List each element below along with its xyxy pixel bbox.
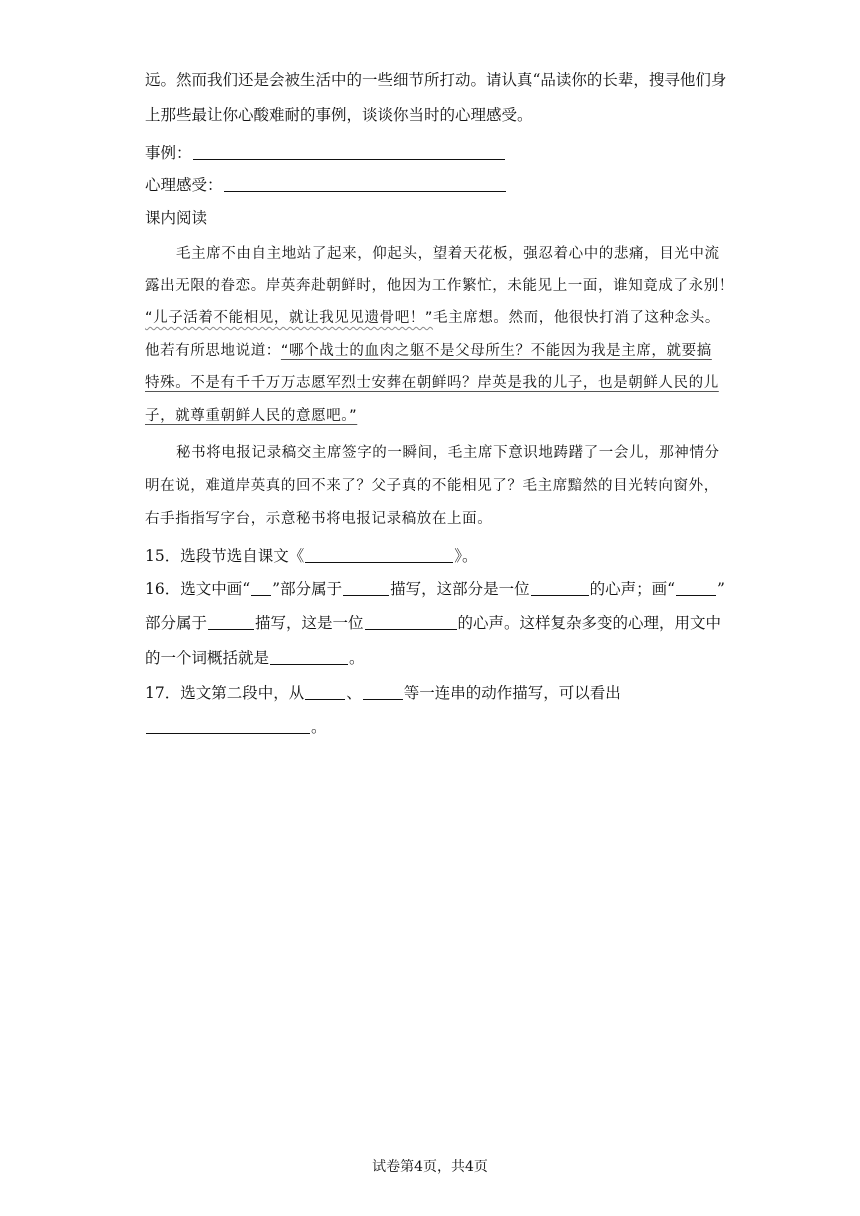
answer-blank[interactable]: [270, 663, 348, 665]
passage-text: 他若有所思地说道：: [145, 343, 281, 359]
example-label: 事例：: [145, 144, 192, 162]
passage-line: 毛主席不由自主地站了起来，仰起头，望着天花板，强忍着心中的悲痛，目光中流: [176, 246, 720, 262]
question-line: [145, 648, 725, 668]
section-title: 课内阅读: [145, 209, 208, 227]
passage-text: 毛主席想。然而，他很快打消了这种念头。: [433, 310, 720, 326]
question-text: 等一连串的动作描写，可以看出: [403, 684, 621, 702]
question-text: 描写，这部分是一位: [390, 580, 530, 598]
feeling-field: [145, 175, 725, 195]
example-answer-blank[interactable]: [193, 158, 505, 160]
question-text: ”: [717, 580, 725, 598]
feeling-label: 心理感受：: [145, 176, 223, 194]
answer-blank[interactable]: [676, 594, 716, 596]
passage-line: [145, 373, 725, 393]
passage-line: 明在说，难道岸英真的回不来了？父子真的不能相见了？毛主席黯然的目光转向窗外，: [145, 478, 719, 494]
answer-blank[interactable]: [146, 732, 310, 734]
answer-blank[interactable]: [531, 594, 589, 596]
answer-blank[interactable]: [363, 698, 403, 700]
question-text: ”部分属于: [272, 580, 343, 598]
passage-line: [145, 341, 725, 361]
wavy-underlined-text: “儿子活着不能相见，就让我见见遗骨吧！”: [145, 310, 434, 326]
straight-underlined-text: 子，就尊重朝鲜人民的意愿吧。”: [145, 408, 358, 424]
question-text: 》。: [454, 547, 478, 565]
answer-blank[interactable]: [343, 594, 389, 596]
example-field: [145, 143, 725, 163]
answer-blank[interactable]: [365, 628, 457, 630]
question-text: 、: [346, 684, 362, 702]
passage-line: 秘书将电报记录稿交主席签字的一瞬间，毛主席下意识地踌躇了一会儿，那神情分: [176, 445, 720, 461]
question-text: 的心声。这样复杂多变的心理，用文中: [457, 614, 722, 632]
straight-underlined-text: “哪个战士的血肉之躯不是父母所生？不能因为我是主席，就要搞: [280, 343, 712, 359]
passage-line: 露出无限的眷恋。岸英奔赴朝鲜时，他因为工作繁忙，未能见上一面，谁知竟成了永别！: [145, 278, 734, 294]
page-footer: 试卷第4页，共4页: [372, 1159, 488, 1175]
answer-blank[interactable]: [251, 594, 271, 596]
question-text: 。: [311, 718, 327, 736]
question-15: [145, 546, 725, 566]
passage-line: [145, 308, 725, 328]
question-text: 17．选文第二段中，从: [145, 684, 305, 702]
intro-line-1: 远。然而我们还是会被生活中的一些细节所打动。请认真“品读你的长辈，搜寻他们身: [145, 71, 727, 89]
feeling-answer-blank[interactable]: [224, 190, 506, 192]
question-text: 16．选文中画“: [145, 580, 251, 598]
passage-line: [145, 406, 725, 426]
question-text: 15．选段节选自课文《: [145, 547, 305, 565]
question-line: [145, 717, 725, 737]
question-text: 描写，这是一位: [255, 614, 364, 632]
straight-underlined-text: 特殊。不是有千千万万志愿军烈士安葬在朝鲜吗？岸英是我的儿子，也是朝鲜人民的儿: [145, 375, 719, 391]
passage-line: 右手指指写字台，示意秘书将电报记录稿放在上面。: [145, 511, 493, 527]
answer-blank[interactable]: [208, 628, 254, 630]
question-line: [145, 613, 725, 633]
question-line: [145, 683, 725, 703]
answer-blank[interactable]: [305, 698, 345, 700]
intro-line-2: 上那些最让你心酸难耐的事例，谈谈你当时的心理感受。: [145, 106, 533, 124]
question-text: 的一个词概括就是: [145, 649, 270, 667]
question-text: 部分属于: [145, 614, 208, 632]
question-text: 。: [349, 649, 365, 667]
answer-blank[interactable]: [305, 561, 453, 563]
question-line: [145, 579, 725, 599]
question-text: 的心声；画“: [589, 580, 676, 598]
